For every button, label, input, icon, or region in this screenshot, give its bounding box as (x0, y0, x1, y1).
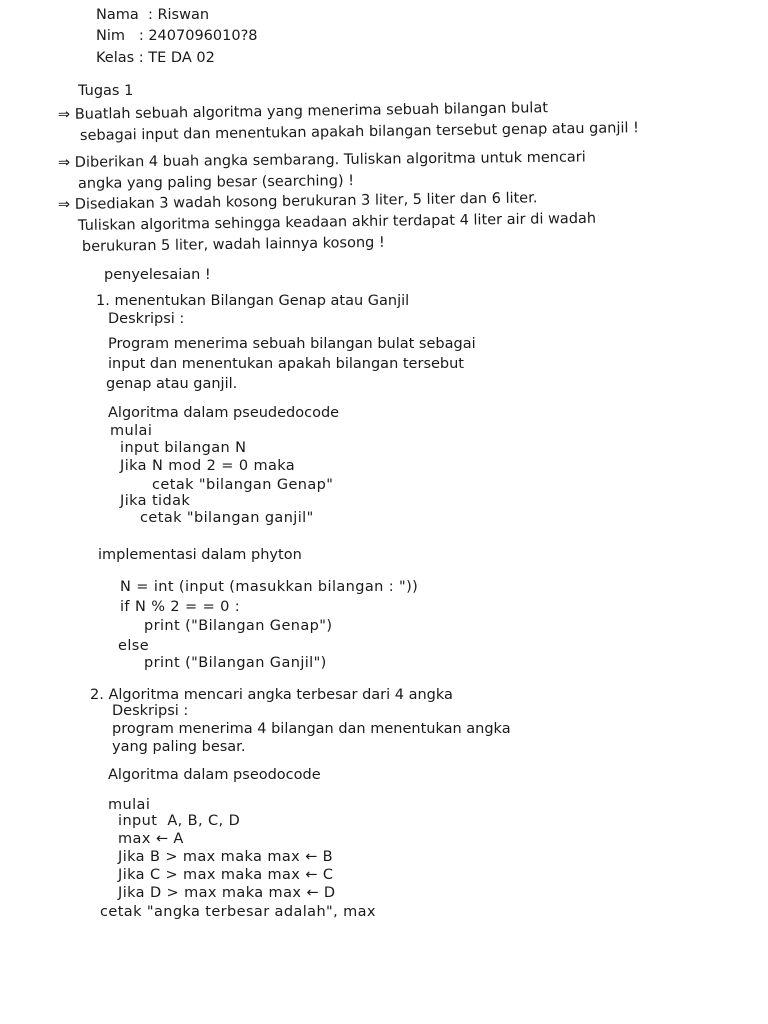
section-2-pseudocode-line-6: Jika D > max maka max ← D (108, 885, 336, 901)
penyelesaian-title: penyelesaian ! (104, 267, 211, 283)
section-2-pseudocode-line-2: input A, B, C, D (108, 813, 241, 829)
section-1-implementation-line-5: print ("Bilangan Ganjil") (124, 655, 327, 671)
question-2-line-1: ⇒ Diberikan 4 buah angka sembarang. Tuliskan algoritma untuk mencari (57, 149, 586, 171)
section-1-pseudocode-line-3: Jika N mod 2 = 0 maka (110, 458, 296, 474)
section-2-deskripsi-label: Deskripsi : (112, 703, 189, 719)
section-2-deskripsi-line-2: yang paling besar. (112, 739, 246, 755)
section-1-deskripsi-label: Deskripsi : (108, 311, 185, 327)
section-2-heading: 2. Algoritma mencari angka terbesar dari 4 angka (90, 687, 453, 703)
section-1-pseudocode-line-6: cetak "bilangan ganjil" (110, 510, 314, 526)
section-1-deskripsi-line-2: input dan menentukan apakah bilangan tersebut (108, 356, 464, 372)
question-2-line-2: angka yang paling besar (searching) ! (77, 173, 355, 192)
nim-line: Nim : 2407096010?8 (96, 28, 258, 44)
question-1-line-2: sebagai input dan menentukan apakah bilangan tersebut genap atau ganjil ! (79, 120, 640, 144)
section-1-implementation-line-4: else (118, 638, 150, 654)
section-2-pseudocode-title: Algoritma dalam pseodocode (108, 767, 321, 783)
question-3-line-1: ⇒ Disediakan 3 wadah kosong berukuran 3 liter, 5 liter dan 6 liter. (57, 190, 538, 213)
nama-line: Nama : Riswan (96, 7, 210, 23)
kelas-line: Kelas : TE DA 02 (96, 50, 215, 66)
section-1-pseudocode-line-4: cetak "bilangan Genap" (122, 477, 334, 493)
section-2-pseudocode-line-4: Jika B > max maka max ← B (108, 849, 334, 865)
question-3-line-3: berukuran 5 liter, wadah lainnya kosong ! (81, 234, 385, 255)
section-2-pseudocode-line-3: max ← A (108, 831, 184, 847)
section-1-pseudocode-title: Algoritma dalam pseudedocode (108, 405, 340, 421)
section-1-implementation-line-2: if N % 2 = = 0 : (120, 599, 241, 615)
section-1-heading: 1. menentukan Bilangan Genap atau Ganjil (96, 293, 410, 309)
section-2-deskripsi-line-1: program menerima 4 bilangan dan menentukan angka (112, 721, 511, 737)
question-3-line-2: Tuliskan algoritma sehingga keadaan akhir terdapat 4 liter air di wadah (77, 210, 597, 234)
section-1-deskripsi-line-3: genap atau ganjil. (106, 376, 238, 392)
tugas-title: Tugas 1 (78, 83, 134, 99)
section-1-pseudocode-line-2: input bilangan N (110, 440, 247, 456)
section-1-implementation-title: implementasi dalam phyton (98, 547, 302, 563)
section-1-implementation-line-3: print ("Bilangan Genap") (124, 618, 333, 634)
section-1-implementation-line-1: N = int (input (masukkan bilangan : ")) (120, 579, 419, 595)
section-2-pseudocode-line-5: Jika C > max maka max ← C (108, 867, 334, 883)
question-1-line-1: ⇒ Buatlah sebuah algoritma yang menerima sebuah bilangan bulat (57, 100, 549, 123)
section-1-pseudocode-line-1: mulai (110, 423, 153, 439)
section-1-pseudocode-line-5: Jika tidak (110, 493, 191, 509)
section-2-pseudocode-line-1: mulai (108, 797, 151, 813)
section-2-pseudocode-line-7: cetak "angka terbesar adalah", max (100, 904, 376, 920)
section-1-deskripsi-line-1: Program menerima sebuah bilangan bulat sebagai (108, 336, 476, 352)
